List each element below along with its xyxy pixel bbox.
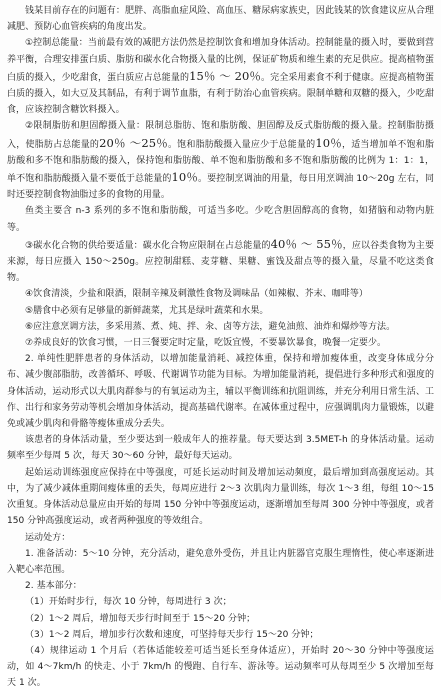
heading-exercise-prescription: 运动处方： xyxy=(25,532,71,543)
list-item-step-1: （1）开始时步行，每次 10 分钟，每周进行 3 次； xyxy=(25,597,232,608)
paragraph-activity-amount: 该患者的身体活动量，至少要达到一般成年人的推荐量。每天要达到 3.5MET-h 的身体活动量。运动频率至少每周 5 次，每天 30～60 分钟，最好每天运动。 xyxy=(7,435,434,462)
paragraph-cooking: ⑥应注意烹调方法，多采用蒸、煮、炖、拌、汆、卤等方法，避免油煎、油炸和爆炒等方法。 xyxy=(25,321,396,332)
paragraph-carbohydrate: ③碳水化合物的供给要适量：碳水化合物应限制在占总能量的40％ ～ 55％，应以谷类食物为主要来源，每日应摄入 150～250g。应控制甜糕、麦芽糖、果糖、蜜饯及甜点等的摄入量，尽量不吃这类食物。 xyxy=(7,236,434,284)
paragraph-light-diet: ④饮食清淡，少盐和限酒，限制辛辣及刺激性食物及调味品（如辣椒、芥末、咖啡等） xyxy=(25,289,368,300)
paragraph-warmup: 1. 准备活动：5～10 分钟，充分活动，避免意外受伤，并且让内脏器官克服生理惰性，使心率逐渐进入靶心率范围。 xyxy=(7,548,434,575)
list-item-step-3: （3）1～2 周后，增加步行次数和速度，可坚持每天步行 15～20 分钟； xyxy=(25,629,319,640)
paragraph-physical-activity: 2. 单纯性肥胖患者的身体活动，以增加能量消耗、减控体重，保持和增加瘦体重，改变身体成分分布、减少腹部脂肪，改善循环、呼吸、代谢调节功能为目标。为增加能量消耗，提倡进行多种形式和强度的身体活动，运动形式以大肌肉群参与的有氧运动为主，辅以平衡训练和抗阻训练，并充分利用日常生活、工作、出行和家务劳动等机会增加身体活动，提高基础代谢率。在减体重过程中，应强调肌肉力量锻炼，以避免或减少肌肉和骨骼等瘦体重成分丢失。 xyxy=(7,354,434,430)
heading-basic-part: 2. 基本部分： xyxy=(25,581,82,592)
paragraph-training-intensity: 起始运动训练强度应保持在中等强度，可延长运动时间及增加运动频度，最后增加到高强度运动。其中，为了减少减体重期间瘦体重的丢失，每周应进行 2～3 次肌肉力量训练，每次 1～3 组，每组 10～15 次重复。身体活动总量应由开始的每周 150 分钟中等强度运动，逐渐增加至每周 300 分钟中等强度，或者 150 分钟高强度运动，或者两种强度的等效组合。 xyxy=(7,467,434,527)
paragraph-fat-limit: ②限制脂肪和胆固醇摄入量：限制总脂肪、饱和脂肪酸、胆固醇及反式脂肪酸的摄入量。控制脂肪摄入，使脂肪占总能量的20％ ～25％。饱和脂肪酸摄入量应少于总能量的10％，适当增加单不饱和脂肪酸和多不饱和脂肪酸的摄入，保持饱和脂肪酸、单不饱和脂肪酸和多不饱和脂肪酸的比例为 1：1：1，单不饱和脂肪酸摄入量不要低于总能量的10％。要控制烹调油的用量，每日用烹调油 10～20g 左右，同时还要控制食物油脂过多的食物的用量。 xyxy=(7,121,434,201)
paragraph-vegetables: ⑤膳食中必须有足够量的新鲜蔬菜，尤其是绿叶蔬菜和水果。 xyxy=(25,305,269,316)
list-item-step-4: （4）规律运动 1 个月后（若体适能较差可适当延长至身体适应），开始时 20～30 分钟中等强度运动，如 4～7km/h 的快走、小于 7km/h 的慢跑、自行车、游泳等。运动频率可从每周至少 5 次增加至每天 1 次。 xyxy=(7,645,434,689)
paragraph-habits: ⑦养成良好的饮食习惯，一日三餐要定时定量，吃饭宜慢，不要暴饮暴食，晚餐一定要少。 xyxy=(25,338,387,349)
paragraph-fish: 鱼类主要含 n-3 系列的多不饱和脂肪酸，可适当多吃。少吃含胆固醇高的食物，如猪脑和动物内脏等。 xyxy=(7,206,434,233)
paragraph-intro: 钱某目前存在的问题有：肥胖、高脂血症风险、高血压、糖尿病家族史，因此钱某的饮食建议应从合理减肥、预防心血管疾病的角度出发。 xyxy=(7,6,434,33)
list-item-step-2: （2）1～2 周后，增加每天步行时间至于 15～20 分钟； xyxy=(25,613,256,624)
paragraph-energy-control: ①控制总能量：当前最有效的减肥方法仍然是控制饮食和增加身体活动。控制能量的摄入时，要做到营养平衡，合理安排蛋白质、脂肪和碳水化合物摄入量的比例，保证矿物质和维生素的充足供应。提高植物蛋白质的摄入，少吃甜食，蛋白质应占总能量的15％ ～ 20％。完全采用素食不利于健康。应提高植物蛋白质的摄入，如大豆及其制品，有利于调节血脂，有利于防治心血管疾病。限制单糖和双糖的摄入，少吃甜食，应该控制含糖饮料摄入。 xyxy=(7,38,434,116)
